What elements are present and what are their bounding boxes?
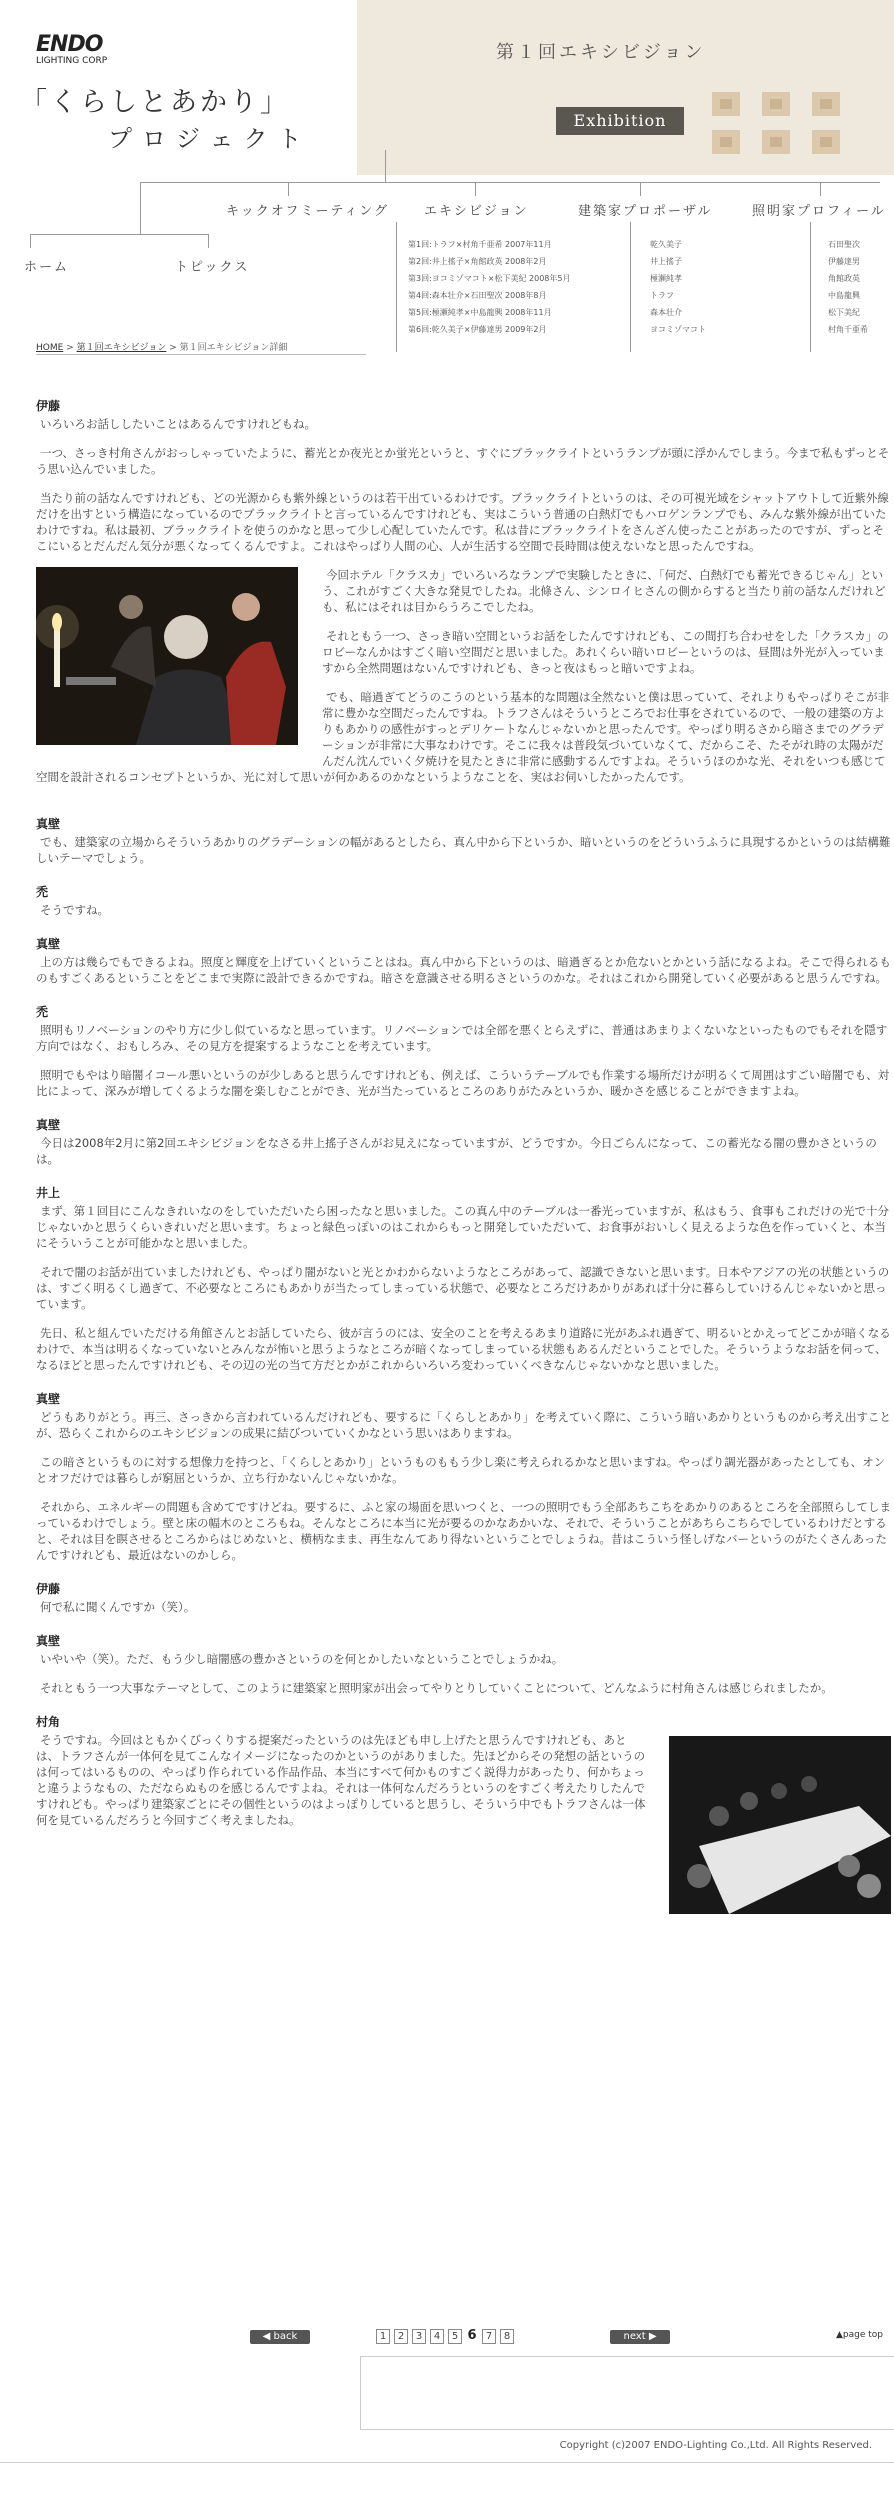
designer-sublist-item[interactable]: 松下美紀 bbox=[828, 308, 860, 317]
project-title bbox=[20, 85, 320, 157]
speaker-name: 伊藤 bbox=[36, 399, 61, 413]
speaker-name: 伊藤 bbox=[36, 1582, 61, 1596]
dialogue-paragraph: 今回ホテル「クラスカ」でいろいろなランプで実験したときに、「何だ、白熱灯でも蓄光できるじゃん」という、これがすごく大きな発見でしたね。北條さん、シンロイヒさんの側からすると当たり前の話なんだけれども、私にはそれは目からうろこでしたね。 bbox=[322, 568, 886, 614]
page-number-link[interactable]: 5 bbox=[448, 2329, 462, 2344]
exhibition-sublist bbox=[408, 236, 570, 338]
designer-sublist-item[interactable]: 石田聖次 bbox=[828, 240, 860, 249]
designer-sublist-item[interactable]: 村角千亜希 bbox=[828, 325, 868, 334]
decorative-squares bbox=[712, 92, 852, 158]
nav-connector bbox=[30, 234, 208, 235]
back-button[interactable]: ◀ back bbox=[250, 2330, 310, 2344]
breadcrumb-exhibition[interactable]: 第１回エキシビジョン bbox=[76, 343, 167, 353]
nav-connector bbox=[820, 182, 821, 196]
designer-sublist-item[interactable]: 中島龍興 bbox=[828, 291, 860, 300]
speaker-name: 真壁 bbox=[36, 1118, 61, 1132]
nav-connector bbox=[475, 182, 476, 196]
breadcrumb-divider bbox=[36, 354, 366, 355]
speaker-name: 真壁 bbox=[36, 937, 61, 951]
dialogue-paragraph: どうもありがとう。再三、さっきから言われているんだけれども、要するに「くらしとあかり」を考えていく際に、こういう暗いあかりというものから考え出すことが、恐らくこれからのエキシビジョンの成果に結びついていくかなという思いはありますね。 bbox=[36, 1410, 891, 1440]
dialogue-paragraph: いやいや（笑）。ただ、もう少し暗闇感の豊かさというのを何とかしたいなということでしょうかね。 bbox=[40, 1652, 564, 1666]
page-number-link[interactable]: 8 bbox=[500, 2329, 514, 2344]
dialogue-paragraph: それで闇のお話が出ていましたけれども、やっぱり闇がないと光とかわからないようなところがあって、認識できないと思います。日本やアジアの光の状態というのは、すごく明るくし過ぎて、不必要なところにもあかりが当たってしまっている状態で、必要なところだけあかりがあれば十分に暮らしていけるんじゃないかと思っています。 bbox=[36, 1265, 890, 1311]
dialogue-paragraph: 上の方は幾らでもできるよね。照度と輝度を上げていくということはね。真ん中から下というのは、暗過ぎるとか危ないとかという話になるよね。そこで得られるものもすごくあるということをどこまで実際に設計できるかですね。暗さを意識させる明るさというのかな。それはこれから開発していく必要があると思うんですね。 bbox=[36, 955, 891, 985]
nav-connector bbox=[396, 222, 397, 352]
logo-wordmark: ENDO bbox=[36, 32, 103, 57]
page-number-link[interactable]: 1 bbox=[376, 2329, 390, 2344]
pagination bbox=[0, 2330, 894, 2350]
nav-connector bbox=[140, 182, 141, 234]
exhibition-heading: 第１回エキシビジョン bbox=[496, 42, 706, 63]
nav-kickoff[interactable]: キックオフミーティング bbox=[226, 204, 390, 219]
nav-connector bbox=[630, 222, 631, 352]
architect-sublist-item[interactable]: ヨコミゾマコト bbox=[650, 325, 706, 334]
exhibition-badge: Exhibition bbox=[556, 107, 684, 135]
footer-divider bbox=[0, 2462, 894, 2463]
nav-home[interactable]: ホーム bbox=[24, 260, 70, 275]
dialogue-paragraph: でも、暗過ぎてどうのこうのという基本的な問題は全然ないと僕は思っていて、それよりもやっぱりそこが非常に豊かな空間だったんですね。トラフさんはそういうところでお仕事をされているので、一般の建築の方よりもあかりの感性がすっとデリケートなんじゃないかと思ったんです。やっぱり明るさから暗さまでのグラデーションが非常に大事なわけです。そこに我々は普段気づいていなくて、だからこそ、たそがれ時の太陽がだんだん沈んでいく夕焼けを見たときに非常に感動するんですよね。そういうほのかな光、それをいつも感じて空間を設計されるコンセプトというか、光に対して思いが何かあるのかなというようなことを、実はお伺いしたかったんです。 bbox=[36, 690, 890, 784]
dialogue-paragraph: そうですね。今回はともかくびっくりする提案だったというのは先ほども申し上げたと思うんですけれども、あとは、トラフさんが一体何を見てこんなイメージになったのかというのがありました。先ほどからその発想の話というのは何ってはいるものの、やっぱり作られている作品作品、本当にすべて何かものすごく説得力があったり、何かちょっと違うようなもの、ただならぬものを感じるんですよね。それは一体何なんだろうというのをすごく考えたりしたんですけれども。やっぱり建築家ごとにその個性というのはよっぽりしていると思うし、そういう中でもトラフさんは一体何を見ているんだろうと今回すごく考えましたね。 bbox=[36, 1733, 646, 1827]
nav-designer[interactable]: 照明家プロフィール bbox=[752, 204, 886, 219]
nav-connector bbox=[385, 150, 386, 182]
nav-connector bbox=[208, 234, 209, 248]
logo-subtitle: LIGHTING CORP bbox=[36, 56, 108, 66]
exhibition-sublist-item[interactable]: 第5回:極瀬純孝×中島龍興 2008年11月 bbox=[408, 308, 552, 317]
breadcrumb-separator: > bbox=[66, 343, 74, 353]
architect-sublist-item[interactable]: 森本壮介 bbox=[650, 308, 682, 317]
dialogue-paragraph: それともう一つ大事なテーマとして、このように建築家と照明家が出会ってやりとりしていくことについて、どんなふうに村角さんは感じられましたか。 bbox=[40, 1681, 833, 1695]
designer-sublist-item[interactable]: 角館政英 bbox=[828, 274, 860, 283]
next-label: next bbox=[623, 2331, 646, 2342]
nav-connector bbox=[640, 182, 641, 196]
speaker-name: 禿 bbox=[36, 1005, 49, 1019]
nav-connector bbox=[810, 222, 811, 352]
speaker-name: 真壁 bbox=[36, 1634, 61, 1648]
exhibition-sublist-item[interactable]: 第4回:森本壮介×石田聖次 2008年8月 bbox=[408, 291, 547, 300]
nav-topics[interactable]: トピックス bbox=[175, 260, 250, 275]
event-photo bbox=[669, 1736, 891, 1914]
dialogue-paragraph: この暗さというものに対する想像力を持つと、「くらしとあかり」というものももう少し楽に考えられるかなと思いますね。やっぱり調光器があったとしても、オンとオフだけでは暮らしが窮屈というか、立ち行かないんじゃないかな。 bbox=[36, 1455, 886, 1485]
nav-connector bbox=[288, 182, 289, 196]
page-numbers bbox=[376, 2329, 518, 2344]
event-photo bbox=[36, 567, 298, 745]
page-number-link[interactable]: 2 bbox=[394, 2329, 408, 2344]
exhibition-sublist-item[interactable]: 第6回:乾久美子×伊藤達男 2009年2月 bbox=[408, 325, 547, 334]
page-number-link[interactable]: 7 bbox=[482, 2329, 496, 2344]
exhibition-sublist-item[interactable]: 第1回:トラフ×村角千亜希 2007年11月 bbox=[408, 240, 552, 249]
dialogue-paragraph: いろいろお話ししたいことはあるんですけれどもね。 bbox=[40, 417, 316, 431]
page-number-link[interactable]: 4 bbox=[430, 2329, 444, 2344]
architect-sublist bbox=[650, 236, 706, 338]
designer-sublist-item[interactable]: 伊藤達男 bbox=[828, 257, 860, 266]
dialogue-paragraph: まず、第１回目にこんなきれいなのをしていただいたら困ったなと思いました。この真ん中のテーブルは一番光っていますが、私はもう、食事もこれだけの光で十分じゃないかと思うくらいきれいだと思います。ちょっと緑色っぽいのはこれからもっと開発していただいて、お食事がおいしく見えるような色を作っていくと、本当にそういうことが可能かなと思いました。 bbox=[36, 1204, 890, 1250]
dialogue-paragraph: 今日は2008年2月に第2回エキシビジョンをなさる井上搖子さんがお見えになっていますが、どうですか。今日ごらんになって、この蓄光なる闇の豊かさというのは。 bbox=[36, 1136, 877, 1166]
project-title-line2: プロジェクト bbox=[108, 125, 312, 153]
breadcrumb-home[interactable]: HOME bbox=[36, 343, 64, 353]
speaker-name: 井上 bbox=[36, 1186, 61, 1200]
dialogue-paragraph: 照明でもやはり暗闇イコール悪いというのが少しあると思うんですけれども、例えば、こういうテーブルでも作業する場所だけが明るくて周囲はすごい暗闇でも、対比によって、深みが増してくるような闇を楽しむことができ、光が当たっているところのありがたみというか、暖かさを感じることができますよね。 bbox=[36, 1068, 890, 1098]
architect-sublist-item[interactable]: 井上搖子 bbox=[650, 257, 682, 266]
speaker-name: 真壁 bbox=[36, 1392, 61, 1406]
speaker-name: 真壁 bbox=[36, 817, 61, 831]
endo-logo[interactable] bbox=[36, 34, 146, 66]
page-number-link: 6 bbox=[467, 2328, 477, 2343]
breadcrumb-current: 第１回エキシビジョン詳細 bbox=[179, 343, 288, 353]
designer-sublist bbox=[828, 236, 868, 338]
exhibition-sublist-item[interactable]: 第2回:井上搖子×角館政英 2008年2月 bbox=[408, 257, 547, 266]
header bbox=[0, 0, 894, 360]
breadcrumb bbox=[36, 340, 287, 353]
dialogue-paragraph: 当たり前の話なんですけれども、どの光源からも紫外線というのは若干出ているわけです。ブラックライトというのは、その可視光域をシャットアウトして近紫外線だけを出すという構造になっているのでブラックライトと言っているんですけれども、実はこういう普通の白熱灯でもハロゲンランプでも、みんな紫外線が出ていたわけですね。私は最初、ブラックライトを使うのかなと思って少し心配していたんです。私は昔にブラックライトをさんざん使ったことがあったのですが、ずっとそこにいるとだんだん気分が悪くなってくるんですよ。これはやっぱり人間の心、人が生活する空間で長時間は使えないなと思ったんですね。 bbox=[36, 491, 889, 553]
dialogue-paragraph: 一つ、さっき村角さんがおっしゃっていたように、蓄光とか夜光とか蛍光というと、すぐにブラックライトというランプが頭に浮かんでしまう。今まで私もずっとそう思い込んでいました。 bbox=[36, 446, 890, 476]
next-button[interactable]: next ▶ bbox=[610, 2330, 670, 2344]
architect-sublist-item[interactable]: 極瀬純孝 bbox=[650, 274, 682, 283]
dialogue-paragraph: 照明もリノベーションのやり方に少し似ているなと思っています。リノベーションでは全部を悪くとらえずに、普通はあまりよくないなといったものでもそれを隠す方向ではなく、おもしろみ、その見方を提案するようなことを考えています。 bbox=[36, 1023, 888, 1053]
nav-divider bbox=[140, 182, 880, 183]
page-number-link[interactable]: 3 bbox=[412, 2329, 426, 2344]
architect-sublist-item[interactable]: トラフ bbox=[650, 291, 674, 300]
page-top-link[interactable]: ▲page top bbox=[836, 2330, 884, 2340]
dialogue-paragraph: それから、エネルギーの問題も含めてですけどね。要するに、ふと家の場面を思いつくと、一つの照明でもう全部あちこちをあかりのあるところを全部照らしてしまっているわけでしょう。壁と床の幅木のところもね。そんなところに本当に光が要るのかなあかいな、それで、そういうことがあちらこちらでしているわけだとすると、それは目を瞑させるところからはじめないと、横柄なまま、再生なんてあり得ないということでしょうね。昔はこういう怪しげなバーというのがたくさんあったんですけれども、最近はないのかしら。 bbox=[36, 1500, 891, 1562]
nav-connector bbox=[30, 234, 31, 248]
nav-exhibition[interactable]: エキシビジョン bbox=[424, 204, 529, 219]
footer-box bbox=[360, 2356, 894, 2430]
exhibition-sublist-item[interactable]: 第3回:ヨコミゾマコト×松下美紀 2008年5月 bbox=[408, 274, 571, 283]
speaker-name: 村角 bbox=[36, 1715, 61, 1729]
dialogue-paragraph: そうですね。 bbox=[40, 903, 109, 917]
speaker-name: 禿 bbox=[36, 885, 49, 899]
nav-architect[interactable]: 建築家プロポーザル bbox=[578, 204, 713, 219]
back-label: back bbox=[273, 2331, 298, 2342]
project-title-line1: 「くらしとあかり」 bbox=[20, 87, 290, 118]
dialogue-paragraph: でも、建築家の立場からそういうあかりのグラデーションの幅があるとしたら、真ん中から下というか、暗いというのをどういうふうに具現するかというのは結構難しいテーマでしょう。 bbox=[36, 835, 891, 865]
dialogue-paragraph: それともう一つ、さっき暗い空間というお話をしたんですけれども、この間打ち合わせをした「クラスカ」のロビーなんかはすごく暗い空間だと思いました。あれくらい暗いロビーというのは、昼間は外光が入っていますから全然問題はないんですけれども、きっと夜はもっと暗いですよね。 bbox=[322, 629, 889, 675]
architect-sublist-item[interactable]: 乾久美子 bbox=[650, 240, 682, 249]
dialogue-paragraph: 先日、私と組んでいただける角館さんとお話していたら、彼が言うのには、安全のことを考えるあまり道路に光があふれ過ぎて、明るいとかえってどこかが暗くなるわけで、本当は明るくなっていないとみんなが怖いと思うようなところが暗くなってしまっている状態もあるんだということでした。そういうようなお話を伺って、なるほどと思ったんですけれども、その辺の光の当て方だとかがこれからいろいろ変わっていくべきなんじゃないかなと思いました。 bbox=[36, 1326, 891, 1372]
dialogue-content bbox=[36, 398, 891, 1922]
breadcrumb-separator: > bbox=[169, 343, 177, 353]
dialogue-paragraph: 何で私に聞くんですか（笑）。 bbox=[40, 1600, 196, 1614]
copyright: Copyright (c)2007 ENDO-Lighting Co.,Ltd. All Rights Reserved. bbox=[559, 2440, 872, 2451]
